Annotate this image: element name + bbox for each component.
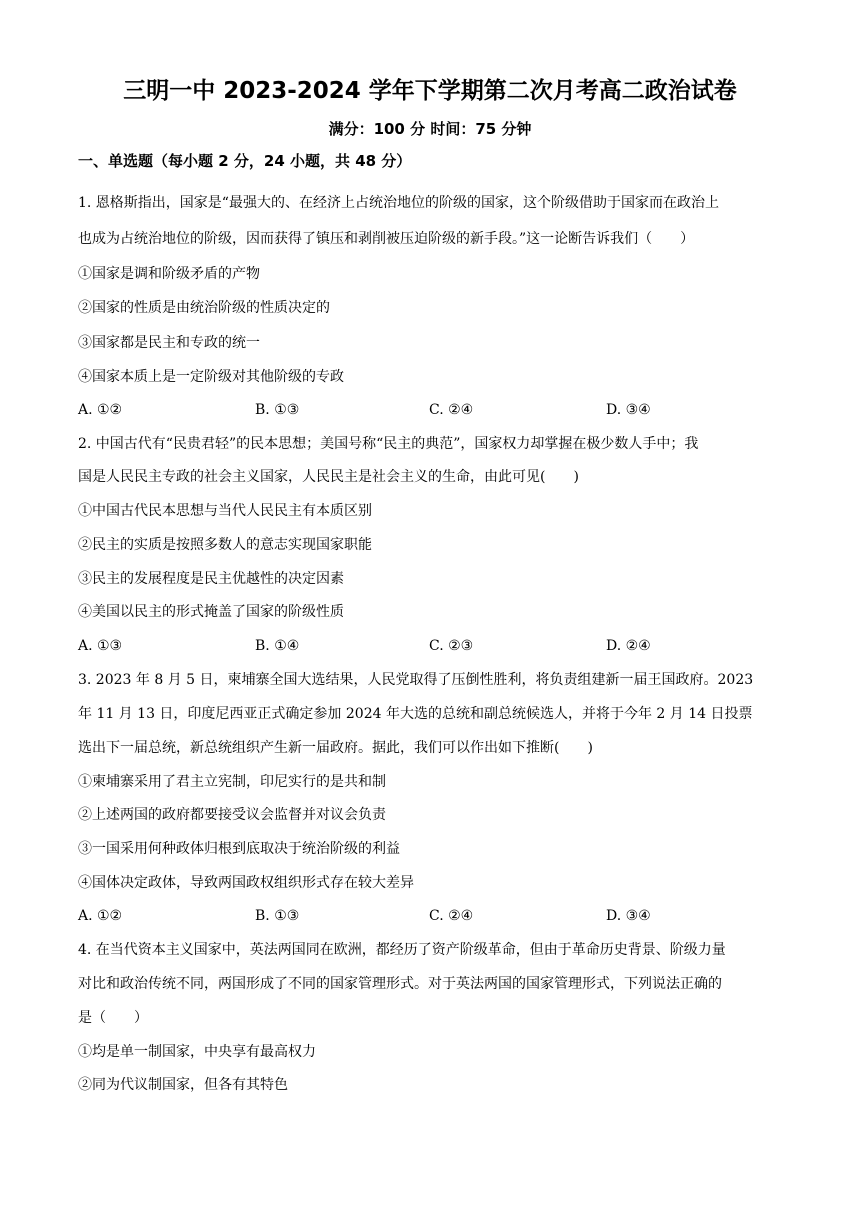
question-1-item: ③国家都是民主和专政的统一 (78, 335, 260, 351)
question-4-item: ②同为代议制国家，但各有其特色 (78, 1077, 288, 1093)
question-3-item: ①柬埔寨采用了君主立宪制，印尼实行的是共和制 (78, 774, 386, 790)
option-d[interactable]: D. ③④ (606, 908, 651, 924)
question-2-item: ②民主的实质是按照多数人的意志实现国家职能 (78, 537, 372, 553)
option-a[interactable]: A. ①② (78, 908, 123, 924)
option-a[interactable]: A. ①② (78, 402, 123, 418)
question-2-item: ③民主的发展程度是民主优越性的决定因素 (78, 571, 344, 587)
option-b[interactable]: B. ①③ (255, 908, 300, 924)
question-2-stem-line: 2. 中国古代有“民贵君轻”的民本思想；美国号称“民主的典范”，国家权力却掌握在极少数人手中；我 (78, 436, 699, 452)
question-2-item: ④美国以民主的形式掩盖了国家的阶级性质 (78, 604, 344, 620)
option-a[interactable]: A. ①③ (78, 638, 123, 654)
question-4-stem-line: 对比和政治传统不同，两国形成了不同的国家管理形式。对于英法两国的国家管理形式，下列说法正确的 (78, 976, 722, 992)
option-b[interactable]: B. ①③ (255, 402, 300, 418)
exam-meta: 满分：100 分 时间：75 分钟 (328, 120, 532, 138)
option-c[interactable]: C. ②④ (429, 908, 474, 924)
question-2-options (78, 636, 788, 656)
question-1-item: ②国家的性质是由统治阶级的性质决定的 (78, 300, 330, 316)
question-1-options (78, 400, 788, 420)
question-1-stem-line: 1. 恩格斯指出，国家是“最强大的、在经济上占统治地位的阶级的国家，这个阶级借助于国家而在政治上 (78, 195, 719, 211)
section-heading: 一、单选题（每小题 2 分，24 小题，共 48 分） (78, 152, 412, 170)
question-2-stem-line: 国是人民民主专政的社会主义国家，人民民主是社会主义的生命，由此可见( ) (78, 469, 579, 485)
question-1-item: ④国家本质上是一定阶级对其他阶级的专政 (78, 369, 344, 385)
option-c[interactable]: C. ②④ (429, 402, 474, 418)
option-b[interactable]: B. ①④ (255, 638, 300, 654)
question-4-stem-line: 4. 在当代资本主义国家中，英法两国同在欧洲，都经历了资产阶级革命，但由于革命历史背景、阶级力量 (78, 942, 726, 958)
option-d[interactable]: D. ③④ (606, 402, 651, 418)
option-d[interactable]: D. ②④ (606, 638, 651, 654)
question-1-item: ①国家是调和阶级矛盾的产物 (78, 266, 260, 282)
question-3-stem-line: 年 11 月 13 日，印度尼西亚正式确定参加 2024 年大选的总统和副总统候选人，并将于今年 2 月 14 日投票 (78, 706, 753, 722)
question-3-item: ④国体决定政体，导致两国政权组织形式存在较大差异 (78, 875, 414, 891)
question-4-item: ①均是单一制国家，中央享有最高权力 (78, 1044, 316, 1060)
question-3-stem-line: 3. 2023 年 8 月 5 日，柬埔寨全国大选结果，人民党取得了压倒性胜利，将负责组建新一届王国政府。2023 (78, 672, 754, 688)
question-4-stem-line: 是（ ） (78, 1010, 148, 1026)
question-3-item: ②上述两国的政府都要接受议会监督并对议会负责 (78, 807, 386, 823)
question-3-item: ③一国采用何种政体归根到底取决于统治阶级的利益 (78, 841, 400, 857)
page-title: 三明一中 2023-2024 学年下学期第二次月考高二政治试卷 (123, 78, 737, 104)
question-1-stem-line: 也成为占统治地位的阶级，因而获得了镇压和剥削被压迫阶级的新手段。”这一论断告诉我们（ ） (78, 231, 695, 247)
question-3-stem-line: 选出下一届总统，新总统组织产生新一届政府。据此，我们可以作出如下推断( ) (78, 740, 593, 756)
question-3-options (78, 906, 788, 926)
option-c[interactable]: C. ②③ (429, 638, 474, 654)
question-2-item: ①中国古代民本思想与当代人民民主有本质区别 (78, 503, 372, 519)
